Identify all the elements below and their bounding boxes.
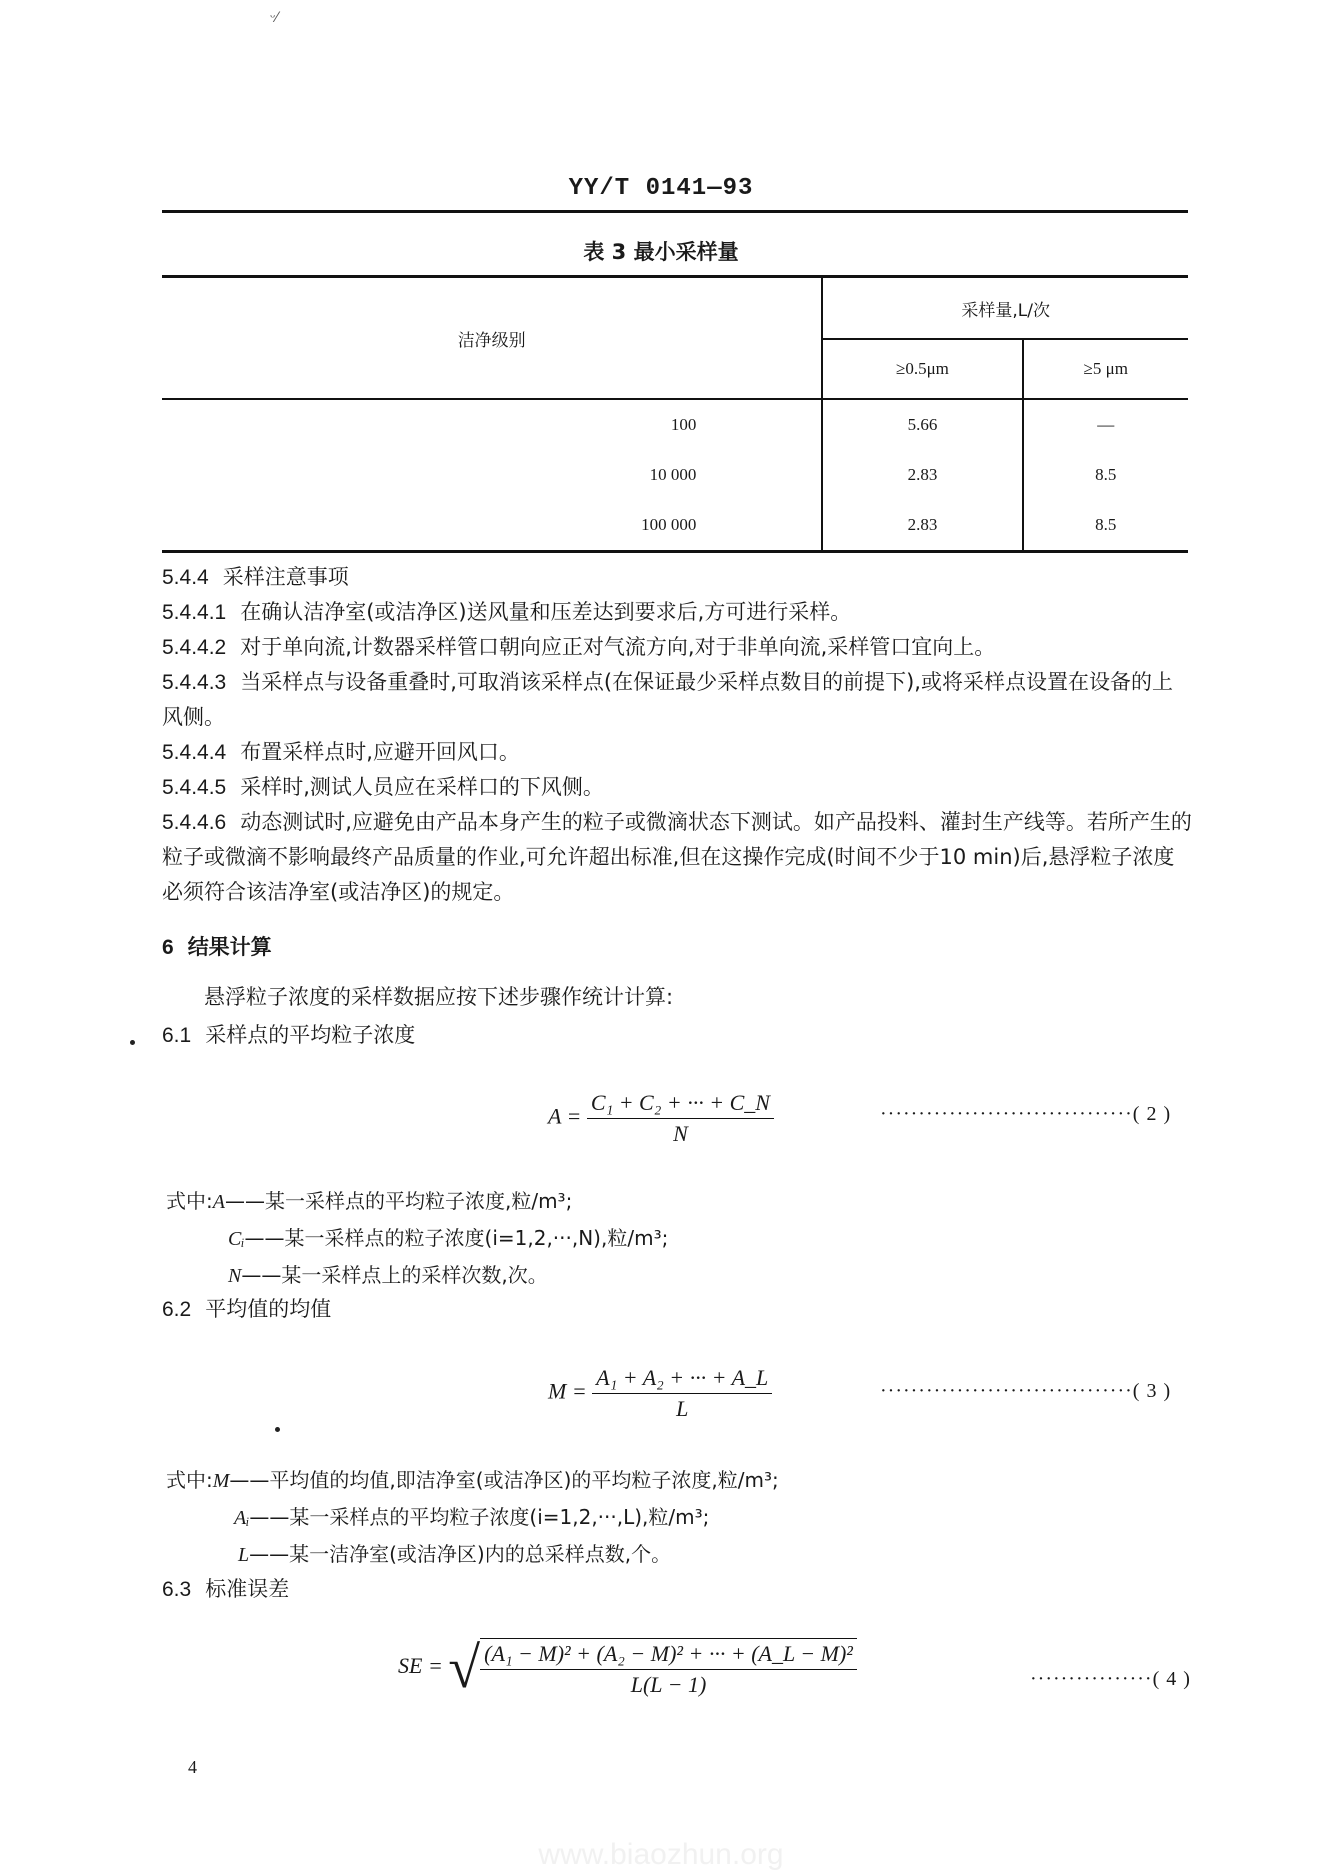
radical-sign-icon: √: [448, 1635, 481, 1700]
page-number: 4: [188, 1757, 197, 1777]
scan-speck: [275, 1427, 280, 1432]
definitions-6-1: [166, 1183, 1066, 1294]
denominator: N: [673, 1121, 688, 1146]
table-title: 表 3 最小采样量: [583, 240, 739, 264]
table-row: [162, 450, 1188, 500]
formula-3: [548, 1365, 772, 1422]
denominator: L: [676, 1396, 689, 1421]
header-rule: [162, 210, 1188, 213]
formula-2: [548, 1090, 774, 1147]
definition-item: Cᵢ——某一采样点的粒子浓度(i=1,2,···,N),粒/m³;: [228, 1226, 669, 1250]
section-heading: 5.4.4 采样注意事项: [162, 565, 349, 589]
equation-number-2: ·································( 2 ): [880, 1103, 1172, 1125]
formula-lhs: M =: [548, 1378, 587, 1404]
sub-col-5um: ≥5 μm: [1023, 339, 1189, 399]
min-sampling-table: [162, 275, 1188, 553]
cell-5um: 8.5: [1095, 465, 1117, 484]
section-5-4-4: [162, 560, 1192, 910]
col-header-class: 洁净级别: [162, 277, 822, 400]
clause-item: 5.4.4.5 采样时,测试人员应在采样口的下风侧。: [162, 775, 604, 799]
cell-05um: 2.83: [822, 500, 1022, 552]
numerator: (A₁ − M)² + (A₂ − M)² + ··· + (A_L − M)²: [480, 1641, 857, 1670]
col-header-group: 采样量,L/次: [822, 277, 1188, 340]
cell-5um: 8.5: [1023, 500, 1189, 552]
square-root: [448, 1635, 857, 1700]
formula-lhs: A =: [548, 1103, 582, 1129]
definition-item: N——某一采样点上的采样次数,次。: [228, 1263, 548, 1287]
table-row: [162, 399, 1188, 450]
clause-item: 5.4.4.2 对于单向流,计数器采样管口朝向应正对气流方向,对于非单向流,采样管口宜向上。: [162, 635, 996, 659]
standard-code: YY/T 0141—93: [568, 175, 754, 202]
clause-item: 5.4.4.3 当采样点与设备重叠时,可取消该采样点(在保证最少采样点数目的前提下),或将采样点设置在设备的上风侧。: [162, 670, 1173, 729]
denominator: L(L − 1): [630, 1672, 707, 1697]
definition-item: 式中:A——某一采样点的平均粒子浓度,粒/m³;: [166, 1189, 573, 1213]
fraction: [592, 1365, 772, 1422]
equation-number-3: ·································( 3 ): [880, 1380, 1172, 1402]
definition-item: 式中:M——平均值的均值,即洁净室(或洁净区)的平均粒子浓度,粒/m³;: [166, 1468, 779, 1492]
equation-number-4: ················( 4 ): [1030, 1668, 1191, 1690]
cell-5um: —: [1097, 415, 1115, 434]
numerator: A₁ + A₂ + ··· + A_L: [592, 1365, 772, 1394]
watermark: www.biaozhun.org: [538, 1838, 784, 1871]
formula-lhs: SE =: [398, 1653, 443, 1679]
cell-05um: 5.66: [822, 399, 1022, 450]
numerator: C₁ + C₂ + ··· + C_N: [587, 1090, 774, 1119]
table-row: [162, 500, 1188, 552]
definition-item: Aᵢ——某一采样点的平均粒子浓度(i=1,2,···,L),粒/m³;: [234, 1505, 710, 1529]
section-6-intro: 悬浮粒子浓度的采样数据应按下述步骤作统计计算:: [204, 985, 674, 1009]
clause-item: 5.4.4.6 动态测试时,应避免由产品本身产生的粒子或微滴状态下测试。如产品投料、灌封生产线等。若所产生的粒子或微滴不影响最终产品质量的作业,可允许超出标准,但在这操作完成(时间不少于10 min)后,悬浮粒子浓度必须符合该洁净室(或洁净区)的规定。: [162, 810, 1192, 904]
fraction: [587, 1090, 774, 1147]
definitions-6-2: [166, 1462, 1116, 1573]
cell-class: 100 000: [162, 500, 822, 552]
cell-05um: 2.83: [822, 450, 1022, 500]
scan-speck: [130, 1040, 135, 1045]
cell-class: 10 000: [162, 450, 822, 500]
definition-item: L——某一洁净室(或洁净区)内的总采样点数,个。: [238, 1542, 672, 1566]
section-6-heading: 6 结果计算: [162, 935, 272, 959]
clause-item: 5.4.4.4 布置采样点时,应避开回风口。: [162, 740, 520, 764]
fraction: [480, 1641, 857, 1698]
formula-4: [398, 1635, 857, 1700]
subsection-6-2: 6.2 平均值的均值: [162, 1297, 332, 1321]
sub-col-05um: ≥0.5μm: [822, 339, 1022, 399]
clause-item: 5.4.4.1 在确认洁净室(或洁净区)送风量和压差达到要求后,方可进行采样。: [162, 600, 852, 624]
subsection-6-1: 6.1 采样点的平均粒子浓度: [162, 1023, 416, 1047]
scan-mark: ᵕ⁄: [270, 10, 278, 26]
cell-class: 100: [162, 399, 822, 450]
subsection-6-3: 6.3 标准误差: [162, 1577, 290, 1601]
